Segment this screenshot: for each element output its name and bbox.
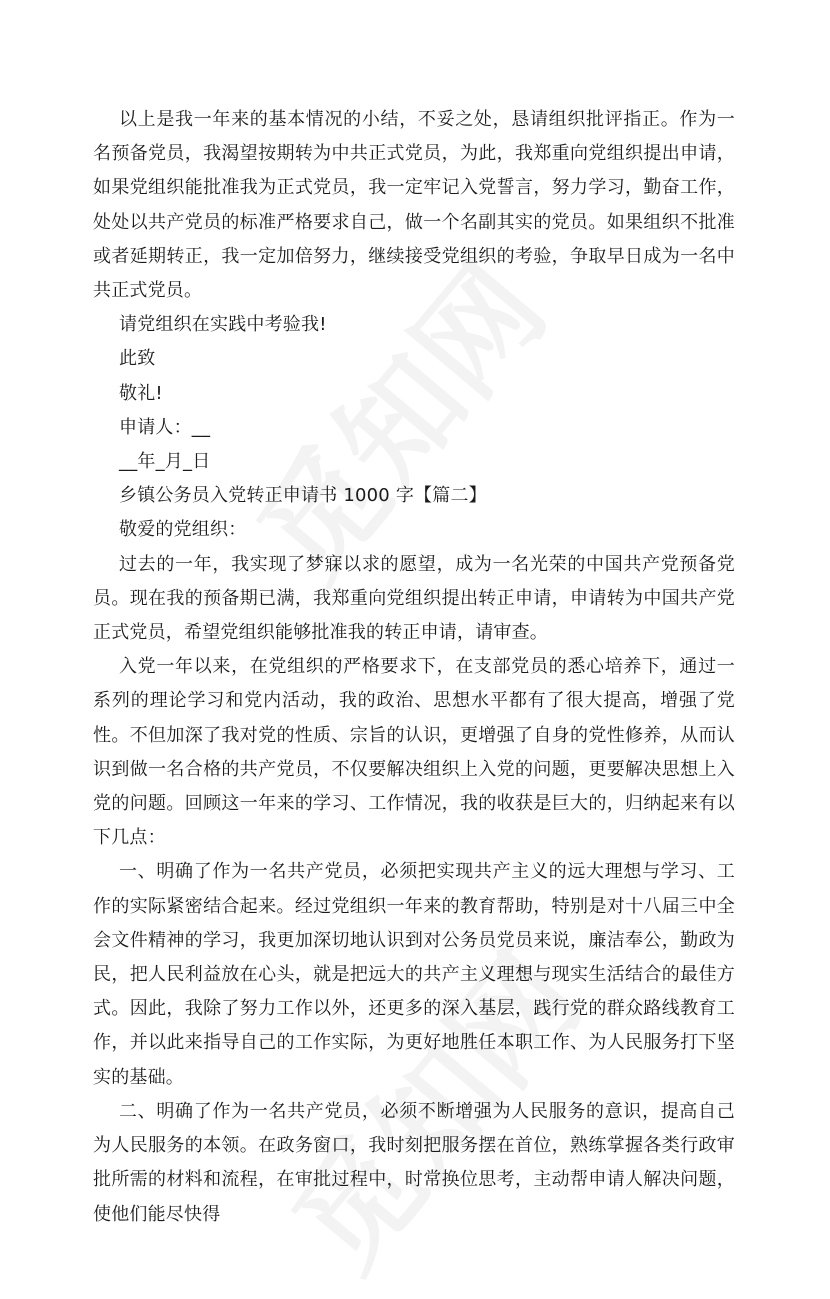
closing-regards: 敬礼!	[119, 382, 163, 404]
section-title: 乡镇公务员入党转正申请书 1000 字【篇二】	[119, 485, 487, 507]
paragraph-review: 入党一年以来，在党组织的严格要求下，在支部党员的悉心培养下，通过一系列的理论学习和党内活动，我的政治、思想水平都有了很大提高，增强了党性。不但加深了我对党的性质、宗旨的认识，更增强了自身的党性修养，从而认识到做一名合格的共产党员，不仅要解决组织上入党的问题，更要解决思想上入党的问题。回顾这一年来的学习、工作情况，我的收获是巨大的，归纳起来有以下几点：	[93, 656, 735, 849]
paragraph-summary: 以上是我一年来的基本情况的小结，不妥之处，恳请组织批评指正。作为一名预备党员，我渴望按期转为中共正式党员，为此，我郑重向党组织提出申请，如果党组织能批准我为正式党员，我一定牢记入党誓言，努力学习，勤奋工作，处处以共产党员的标准严格要求自己，做一个名副其实的党员。如果组织不批准或者延期转正，我一定加倍努力，继续接受党组织的考验，争取早日成为一名中共正式党员。	[93, 109, 735, 302]
closing-salutation: 此致	[119, 348, 156, 370]
greeting: 敬爱的党组织：	[119, 519, 247, 541]
date-line: __年_月_日	[119, 451, 211, 473]
paragraph-request: 请党组织在实践中考验我!	[119, 314, 327, 336]
document-body	[93, 103, 735, 1232]
applicant-line: 申请人：__	[119, 416, 211, 438]
paragraph-point-two: 二、明确了作为一名共产党员，必须不断增强为人民服务的意识，提高自己为人民服务的本领。在政务窗口，我时刻把服务摆在首位，熟练掌握各类行政审批所需的材料和流程，在审批过程中，时常换位思考，主动帮申请人解决问题，使他们能尽快得	[93, 1100, 735, 1225]
paragraph-point-one: 一、明确了作为一名共产党员，必须把实现共产主义的远大理想与学习、工作的实际紧密结合起来。经过党组织一年来的教育帮助，特别是对十八届三中全会文件精神的学习，我更加深切地认识到对公务员党员来说，廉洁奉公，勤政为民，把人民利益放在心头，就是把远大的共产主义理想与现实生活结合的最佳方式。因此，我除了努力工作以外，还更多的深入基层，践行党的群众路线教育工作，并以此来指导自己的工作实际，为更好地胜任本职工作、为人民服务打下坚实的基础。	[93, 861, 735, 1088]
paragraph-intro: 过去的一年，我实现了梦寐以求的愿望，成为一名光荣的中国共产党预备党员。现在我的预备期已满，我郑重向党组织提出转正申请，申请转为中国共产党正式党员，希望党组织能够批准我的转正申请，请审查。	[93, 553, 735, 644]
